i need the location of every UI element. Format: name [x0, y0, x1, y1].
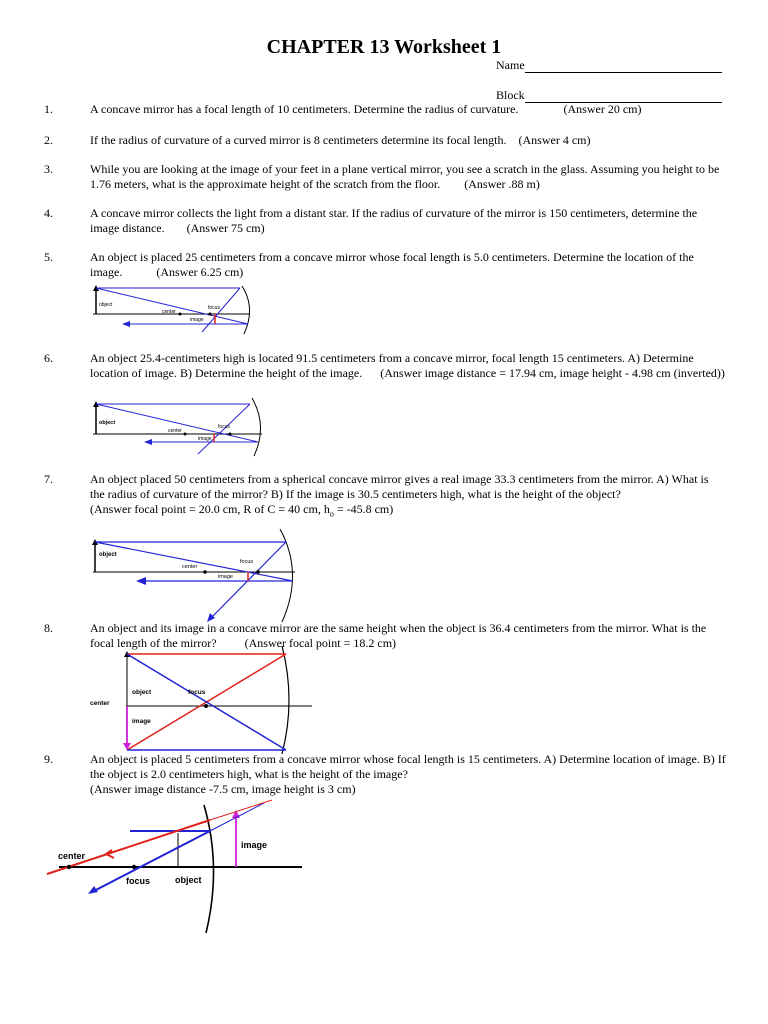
- focus-label: focus: [208, 305, 220, 311]
- object-label: object: [175, 875, 202, 885]
- question-6: [90, 351, 726, 381]
- question-number: 4.: [44, 206, 53, 220]
- incident-ray-focal: [95, 542, 293, 581]
- focus-label: focus: [240, 559, 254, 565]
- image-label: image: [132, 718, 151, 725]
- concave-mirror: [204, 805, 214, 933]
- ray-diagram-q9: [44, 800, 304, 935]
- answer: (Answer .88 m): [464, 177, 540, 191]
- question-text: While you are looking at the image of your feet in a plane vertical mirror, you see a scratch in the glass. Assuming you height to be 1.76 meters, what is the approximate height of the scratch from the floor.: [90, 162, 720, 191]
- question-number: 8.: [44, 621, 53, 635]
- question-number: 2.: [44, 133, 53, 147]
- image-label: image: [190, 317, 204, 323]
- focus-label: focus: [188, 689, 206, 696]
- name-label: Name: [496, 58, 525, 72]
- question-text: An object 25.4-centimeters high is located 91.5 centimeters from a concave mirror, focal length 15 centimeters. A) Determine location of image. B) Determine the height of the image.: [90, 351, 694, 380]
- concave-mirror: [282, 646, 289, 754]
- name-field[interactable]: [496, 58, 722, 73]
- center-point: [67, 865, 71, 869]
- object-label: object: [99, 552, 117, 558]
- question-number: 6.: [44, 351, 53, 365]
- concave-mirror: [242, 286, 250, 334]
- question-text: If the radius of curvature of a curved mirror is 8 centimeters determine its focal length.: [90, 133, 507, 147]
- question-1: [90, 102, 726, 117]
- center-label: center: [58, 851, 86, 861]
- focus-point: [209, 313, 212, 316]
- object-label: object: [99, 302, 113, 308]
- center-label: center: [182, 564, 198, 570]
- question-text: An object is placed 25 centimeters from a concave mirror whose focal length is 5.0 centimeters. Determine the location of the image.: [90, 250, 694, 279]
- incident-ray-focal: [96, 288, 248, 324]
- ray-diagram-q6: [90, 396, 270, 456]
- concave-mirror: [252, 398, 261, 456]
- center-point: [184, 433, 187, 436]
- image-label: image: [198, 436, 212, 442]
- focus-point: [204, 704, 208, 708]
- ray-diagram-q8: [86, 646, 318, 754]
- question-number: 9.: [44, 752, 53, 766]
- incident-ray-focal: [96, 404, 258, 442]
- answer: (Answer 6.25 cm): [156, 265, 244, 279]
- reflected-ray-center: [47, 820, 210, 874]
- name-line[interactable]: [525, 60, 722, 73]
- answer: (Answer focal point = 18.2 cm): [244, 636, 397, 650]
- block-label: Block: [496, 88, 525, 102]
- page-title: CHAPTER 13 Worksheet 1: [266, 36, 502, 58]
- ray-diagram-q7: [90, 527, 305, 622]
- ray-arrowhead: [122, 321, 130, 327]
- focus-label: focus: [218, 424, 230, 430]
- question-5: [90, 250, 726, 280]
- focus-point: [256, 570, 260, 574]
- focus-label: focus: [126, 876, 151, 886]
- ray-arrowhead: [136, 577, 146, 585]
- virtual-ray-extension: [210, 800, 272, 820]
- ray-diagram-q5: [90, 284, 270, 334]
- focus-point: [132, 865, 136, 869]
- answer: (Answer 20 cm): [563, 102, 642, 116]
- question-number: 5.: [44, 250, 53, 264]
- answer: (Answer 75 cm): [186, 221, 265, 235]
- center-point: [179, 313, 182, 316]
- question-text: A concave mirror collects the light from a distant star. If the radius of curvature of the mirror is 150 centimeters, determine the image distance.: [90, 206, 698, 235]
- image-label: image: [241, 840, 268, 850]
- focus-point: [229, 433, 232, 436]
- question-text: An object placed 50 centimeters from a spherical concave mirror gives a real image 33.3 centimeters from the mirror. A) What is the radius of curvature of the mirror? B) If the image is 30.5 centimeters high, what is the height of the object?: [90, 472, 709, 501]
- question-text: An object is placed 5 centimeters from a concave mirror whose focal length is 15 centimeters. A) Determine location of image. B) If the object is 2.0 centimeters high, what is the height of the image?: [90, 752, 726, 781]
- image-label: image: [218, 574, 233, 580]
- ray-arrowhead: [144, 439, 152, 445]
- question-9: [90, 752, 726, 797]
- question-number: 3.: [44, 162, 53, 176]
- center-label: center: [162, 309, 176, 315]
- center-label: center: [90, 700, 110, 707]
- question-2: [90, 133, 726, 148]
- question-7: [90, 472, 726, 521]
- concave-mirror: [280, 529, 293, 622]
- object-label: object: [99, 420, 116, 426]
- question-text: An object and its image in a concave mirror are the same height when the object is 36.4 centimeters from the mirror. What is the focal length of the mirror?: [90, 621, 707, 650]
- ray-arrowhead: [88, 886, 98, 894]
- question-3: [90, 162, 726, 192]
- answer: (Answer image distance -7.5 cm, image height is 3 cm): [90, 782, 356, 796]
- answer: (Answer 4 cm): [518, 133, 591, 147]
- block-field[interactable]: [496, 88, 722, 103]
- center-point: [203, 570, 207, 574]
- center-label: center: [168, 428, 182, 434]
- question-4: [90, 206, 726, 236]
- question-text: A concave mirror has a focal length of 10 centimeters. Determine the radius of curvature.: [90, 102, 519, 116]
- question-number: 7.: [44, 472, 53, 486]
- object-label: object: [132, 689, 152, 696]
- answer: (Answer focal point = 20.0 cm, R of C = 40 cm, $h_o = -45.8$ cm): [90, 502, 394, 519]
- question-number: 1.: [44, 102, 53, 116]
- answer: (Answer image distance = 17.94 cm, image height - 4.98 cm (inverted)): [380, 366, 725, 380]
